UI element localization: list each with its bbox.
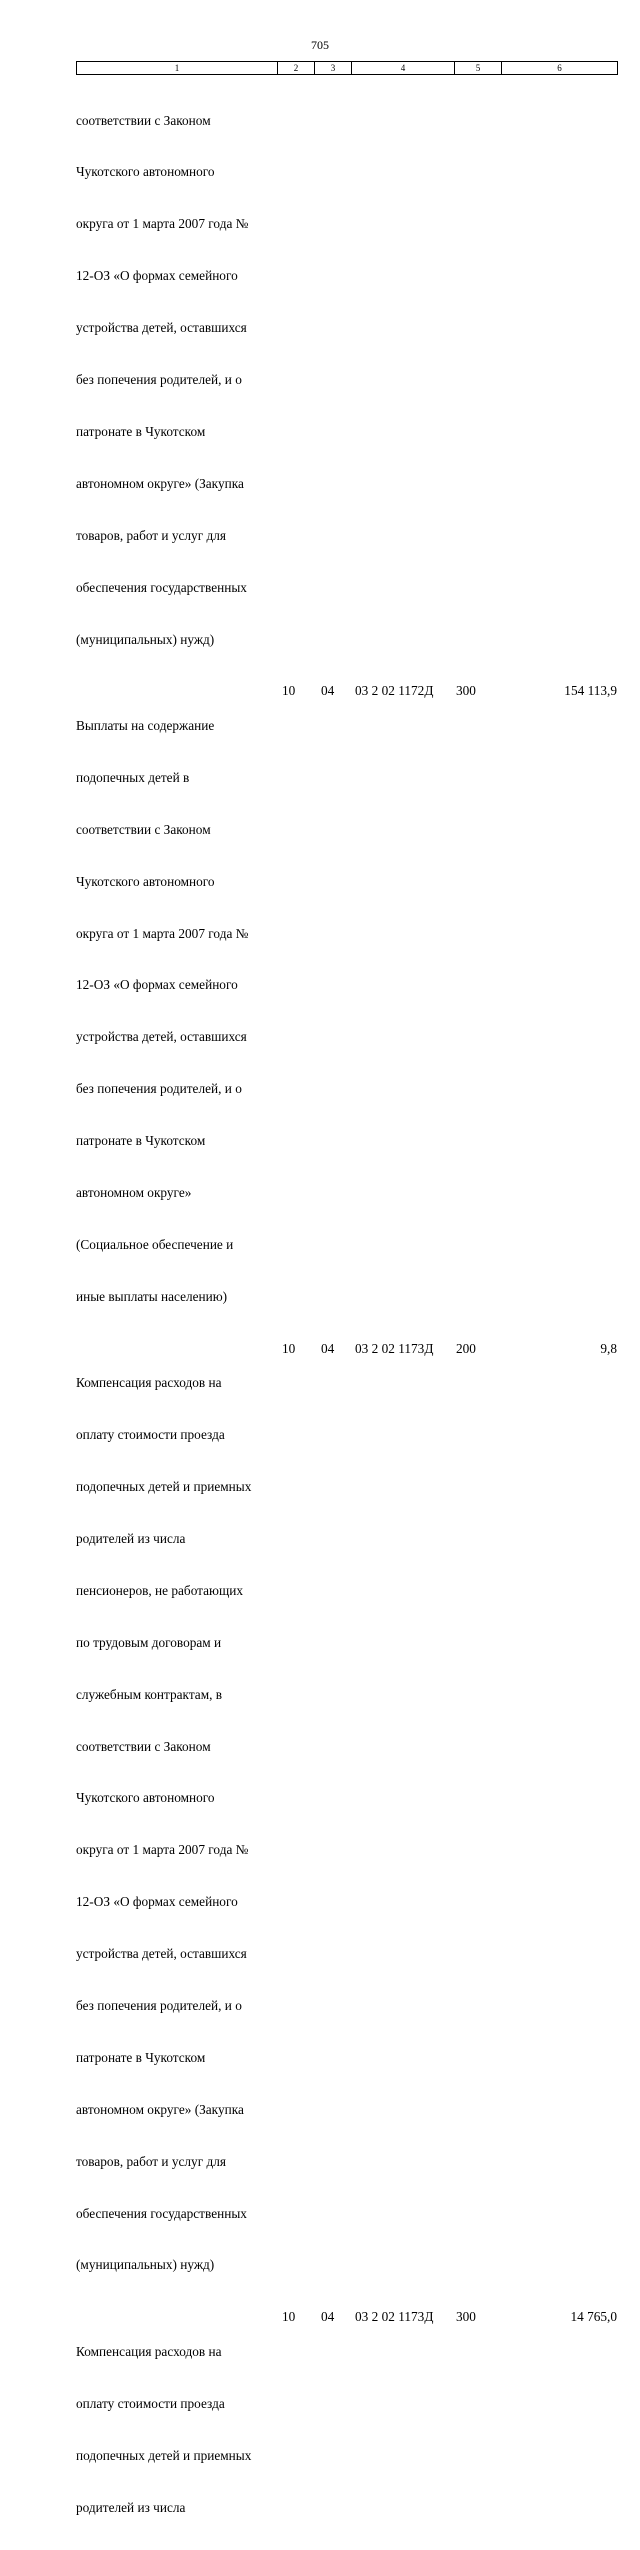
description-line: автономном округе» [76,1185,192,1200]
description-line: (муниципальных) нужд) [76,2257,215,2273]
row-description [76,2308,277,2550]
description-line: соответствии с Законом [76,112,211,128]
table-row [76,1340,617,2309]
description-line: без попечения родителей, и о [76,372,242,388]
column-header-5: 5 [455,62,502,75]
description-line: устройства детей, оставшихся [76,1029,247,1045]
expense-type-code: 300 [456,683,476,699]
expense-type-code: 300 [456,2309,476,2325]
description-line: без попечения родителей, и о [76,1081,242,1097]
description-line: патронате в Чукотском [76,1133,206,1149]
page-number: 705 [311,38,329,52]
description-line: подопечных детей и приемных [76,2447,252,2463]
description-line: устройства детей, оставшихся [76,1946,247,1962]
description-line: патронате в Чукотском [76,423,206,439]
target-article-code: 03 2 02 1172Д [355,683,434,699]
target-article-code: 03 2 02 1173Д [355,2309,434,2325]
description-line: соответствии с Законом [76,1738,211,1754]
description-line: Чукотского автономного [76,164,215,180]
table-row [76,2308,617,2550]
description-line: оплату стоимости проезда [76,2395,225,2411]
subsection-code: 04 [321,2309,335,2325]
description-line: Чукотского автономного [76,1790,215,1806]
expense-type-code: 200 [456,1340,476,1356]
description-line: автономном округе» (Закупка [76,475,244,491]
description-line: без попечения родителей, и о [76,1997,242,2013]
table-body [76,77,617,2550]
amount: 154 113,9 [564,683,617,699]
column-header-3: 3 [315,62,352,75]
column-header-6: 6 [502,62,618,75]
description-line: служебным контрактам, в [76,1686,223,1702]
description-line: Выплаты на содержание [76,717,215,733]
description-line: (муниципальных) нужд) [76,631,215,647]
description-line: родителей из числа [76,1530,186,1546]
section-code: 10 [282,2309,296,2325]
subsection-code: 04 [321,1340,335,1356]
description-line: обеспечения государственных [76,2205,247,2221]
description-line: подопечных детей в [76,769,190,785]
description-line: 12-ОЗ «О формах семейного [76,977,238,993]
description-line: родителей из числа [76,2499,186,2515]
description-line: обеспечения государственных [76,579,247,595]
section-code: 10 [282,683,296,699]
column-header-1: 1 [77,62,278,75]
description-line: автономном округе» (Закупка [76,2101,244,2117]
description-line: оплату стоимости проезда [76,1427,225,1443]
description-line: Компенсация расходов на [76,2343,222,2359]
row-description [76,682,277,1339]
row-description [76,1340,277,2309]
row-description [76,77,277,682]
description-line: патронате в Чукотском [76,2049,206,2065]
description-line: иные выплаты населению) [76,1288,228,1304]
description-line: товаров, работ и услуг для [76,2153,227,2169]
description-line: пенсионеров, не работающих [76,1582,243,1598]
description-line: округа от 1 марта 2007 года № [76,925,249,941]
description-line: округа от 1 марта 2007 года № [76,1842,249,1858]
description-line: подопечных детей и приемных [76,1479,252,1495]
column-header-2: 2 [278,62,315,75]
amount: 9,8 [600,1340,617,1356]
column-number-header [76,61,618,75]
description-line: товаров, работ и услуг для [76,527,227,543]
subsection-code: 04 [321,683,335,699]
target-article-code: 03 2 02 1173Д [355,1340,434,1356]
description-line: по трудовым договорам и [76,1634,222,1650]
description-line: Компенсация расходов на [76,1375,222,1391]
description-line: 12-ОЗ «О формах семейного [76,268,238,284]
description-line: устройства детей, оставшихся [76,320,247,336]
description-line: (Социальное обеспечение и [76,1236,234,1252]
description-line: 12-ОЗ «О формах семейного [76,1894,238,1910]
table-row [76,77,617,682]
column-header-4: 4 [352,62,455,75]
amount: 14 765,0 [570,2309,617,2325]
description-line: Чукотского автономного [76,873,215,889]
table-row [76,682,617,1339]
description-line: соответствии с Законом [76,821,211,837]
description-line: округа от 1 марта 2007 года № [76,216,249,232]
section-code: 10 [282,1340,296,1356]
